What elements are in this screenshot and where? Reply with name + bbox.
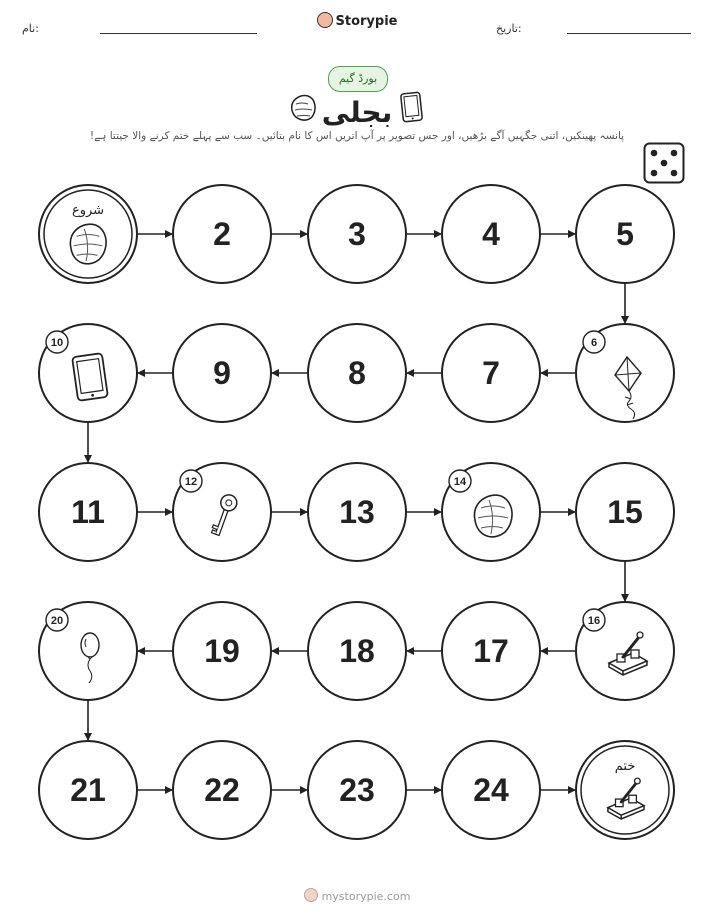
- cell-badge-number: 6: [590, 337, 598, 349]
- cell-number: 8: [348, 355, 366, 391]
- finish-label: ختم: [614, 759, 636, 774]
- board-cell-10: [39, 324, 137, 422]
- board-cell-2: [173, 185, 271, 283]
- cell-number: 7: [482, 355, 500, 391]
- cell-number: 24: [473, 772, 509, 808]
- cell-number: 23: [339, 772, 375, 808]
- cell-badge-number: 12: [184, 476, 198, 488]
- board-cell-8: [308, 324, 406, 422]
- board-cell-24: [442, 741, 540, 839]
- cell-badge-number: 20: [50, 615, 64, 627]
- board-cell-4: [442, 185, 540, 283]
- board-cell-9: [173, 324, 271, 422]
- board-cell-13: [308, 463, 406, 561]
- page-title: بجلی: [321, 96, 393, 129]
- instructions: پانسہ پھینکیں، اتنی جگہیں آگے بڑھیں، اور جس تصویر پر آپ اتریں اس کا نام بتائیں۔ سب سے پہلے ختم کرنے والا جیتتا ہے!: [89, 130, 625, 142]
- cell-number: 9: [213, 355, 231, 391]
- start-label: شروع: [71, 203, 105, 218]
- cell-number: 2: [213, 216, 231, 252]
- board-cell-1: [39, 185, 137, 283]
- cell-number: 21: [70, 772, 106, 808]
- cell-number: 5: [616, 216, 634, 252]
- board-game-tag: بورڈ گیم: [328, 66, 388, 92]
- board-cell-3: [308, 185, 406, 283]
- cell-number: 17: [473, 633, 509, 669]
- cell-badge-number: 16: [587, 615, 601, 627]
- cell-number: 4: [482, 216, 500, 252]
- board-cell-22: [173, 741, 271, 839]
- cell-number: 11: [71, 494, 105, 530]
- bear-icon: [304, 888, 318, 902]
- date-fruit-icon: [474, 495, 512, 537]
- board-cell-12: [173, 463, 271, 561]
- cell-number: 18: [339, 633, 375, 669]
- name-label: نام:: [22, 22, 39, 35]
- board-cell-25: [576, 741, 674, 839]
- tablet-icon: [72, 353, 108, 401]
- cell-number: 19: [204, 633, 240, 669]
- footer: [0, 888, 714, 903]
- cell-badge-number: 10: [50, 337, 64, 349]
- cell-number: 22: [204, 772, 240, 808]
- board-cell-18: [308, 602, 406, 700]
- board-cell-5: [576, 185, 674, 283]
- board-cell-7: [442, 324, 540, 422]
- board-cell-19: [173, 602, 271, 700]
- cell-number: 3: [348, 216, 366, 252]
- board-cell-11: [39, 463, 137, 561]
- board-cell-21: [39, 741, 137, 839]
- footer-url: mystorypie.com: [321, 890, 411, 903]
- brand-name: Storypie: [335, 14, 398, 29]
- date-label: تاریخ:: [496, 22, 522, 35]
- board-cell-16: [576, 602, 674, 700]
- board-cell-23: [308, 741, 406, 839]
- board-cell-17: [442, 602, 540, 700]
- date-fruit-icon: [70, 224, 106, 264]
- cell-number: 15: [607, 494, 643, 530]
- cell-number: 13: [339, 494, 375, 530]
- board-cell-6: [576, 324, 674, 422]
- board-cell-20: [39, 602, 137, 700]
- board-cell-15: [576, 463, 674, 561]
- cell-badge-number: 14: [453, 476, 467, 488]
- board-cell-14: [442, 463, 540, 561]
